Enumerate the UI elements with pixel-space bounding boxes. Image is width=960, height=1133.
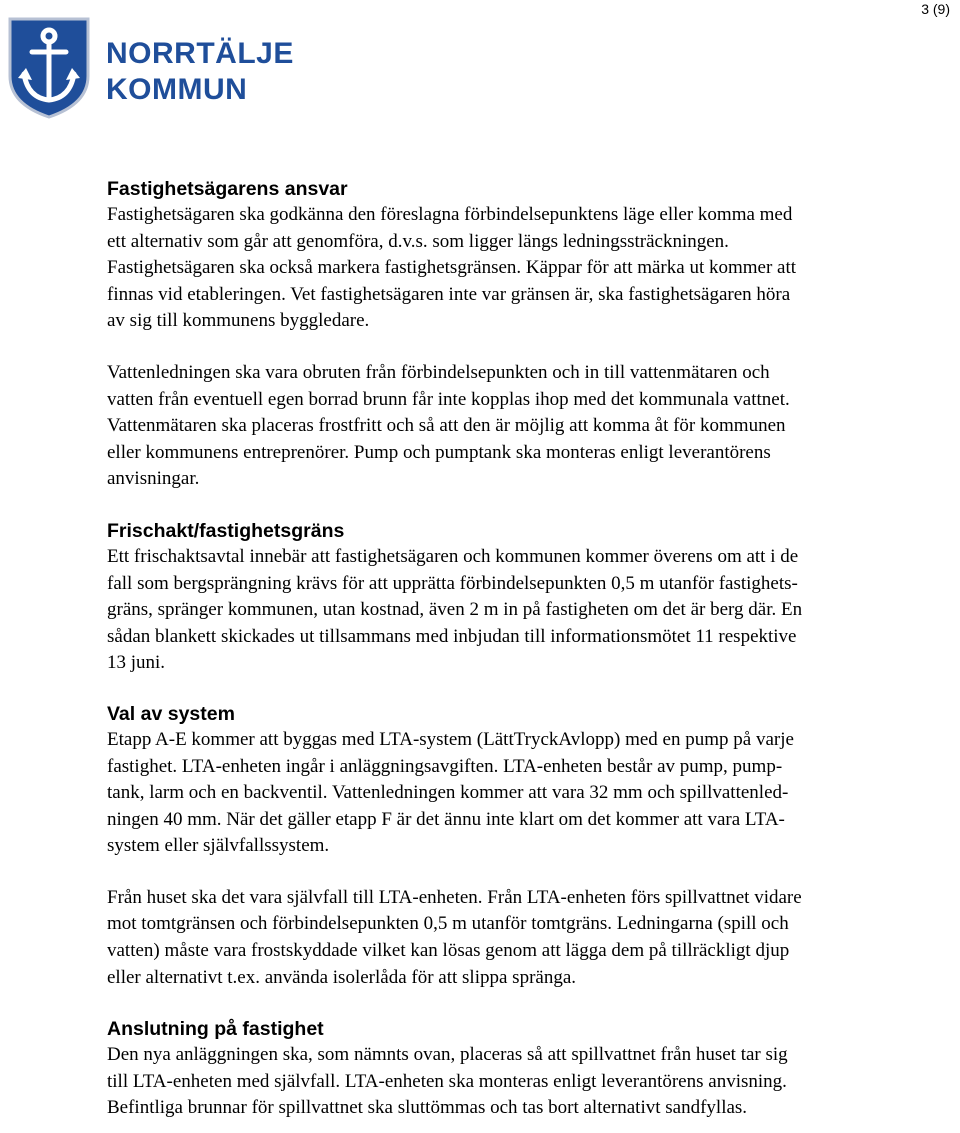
text-line: Den nya anläggningen ska, som nämnts ovan, placeras så att spillvattnet från huset tar sig: [107, 1044, 788, 1066]
text-line: ningen 40 mm. När det gäller etapp F är det ännu inte klart om det kommer att vara LTA-: [107, 808, 785, 830]
document-body: [107, 176, 957, 1122]
text-line: vatten från eventuell egen borrad brunn får inte kopplas ihop med det kommunala vattnet.: [107, 388, 790, 410]
norrtalje-kommun-logo: [6, 16, 294, 120]
text-line: Vattenmätaren ska placeras frostfritt och så att den är möjlig att komma åt för kommunen: [107, 415, 786, 437]
text-line: gräns, spränger kommunen, utan kostnad, även 2 m in på fastigheten om det är berg där. En: [107, 599, 803, 621]
section-heading: Val av system: [107, 702, 235, 725]
paragraph-sjalvfall: [107, 885, 957, 991]
text-line: 13 juni.: [107, 652, 166, 674]
text-line: Vattenledningen ska vara obruten från förbindelsepunkten och in till vattenmätaren och: [107, 361, 770, 383]
text-line: Ett frischaktsavtal innebär att fastighetsägaren och kommunen kommer överens om att i de: [107, 545, 799, 567]
section-val-av-system: [107, 701, 957, 860]
page-number: 3 (9): [921, 1, 950, 17]
text-line: fastighet. LTA-enheten ingår i anläggningsavgiften. LTA-enheten består av pump, pump-: [107, 755, 783, 777]
text-line: Fastighetsägaren ska också markera fastighetsgränsen. Käppar för att märka ut kommer att: [107, 257, 797, 279]
text-line: vatten) måste vara frostskyddade vilket kan lösas genom att lägga dem på tillräckligt djup: [107, 940, 790, 962]
text-line: ett alternativ som går att genomföra, d.v.s. som ligger längs ledningssträckningen.: [107, 230, 729, 252]
text-line: av sig till kommunens byggledare.: [107, 310, 370, 332]
logo-line-2: KOMMUN: [106, 73, 248, 106]
section-frischakt: [107, 518, 957, 677]
section-heading: Anslutning på fastighet: [107, 1018, 324, 1041]
text-line: anvisningar.: [107, 468, 200, 490]
section-anslutning: [107, 1016, 957, 1122]
text-line: fall som bergsprängning krävs för att upprätta förbindelsepunkten 0,5 m utanför fastighets-: [107, 572, 798, 594]
text-line: Befintliga brunnar för spillvattnet ska sluttömmas och tas bort alternativt sandfyllas.: [107, 1097, 748, 1119]
text-line: Etapp A-E kommer att byggas med LTA-system (LättTryckAvlopp) med en pump på varje: [107, 728, 794, 750]
text-line: Från huset ska det vara självfall till LTA-enheten. Från LTA-enheten förs spillvattnet vidare: [107, 886, 802, 908]
section-fastighetsagarens-ansvar: [107, 176, 957, 335]
section-heading: Frischakt/fastighetsgräns: [107, 519, 345, 542]
text-line: sådan blankett skickades ut tillsammans med inbjudan till informationsmötet 11 respektive: [107, 625, 797, 647]
text-line: till LTA-enheten med självfall. LTA-enheten ska monteras enligt leverantörens anvisning.: [107, 1070, 787, 1092]
text-line: Fastighetsägaren ska godkänna den föreslagna förbindelsepunktens läge eller komma med: [107, 204, 793, 225]
text-line: eller kommunens entreprenörer. Pump och pumptank ska monteras enligt leverantörens: [107, 441, 771, 463]
text-line: eller alternativt t.ex. använda isolerlåda för att slippa spränga.: [107, 966, 577, 988]
text-line: mot tomtgränsen och förbindelsepunkten 0,5 m utanför tomtgräns. Ledningarna (spill och: [107, 913, 789, 935]
anchor-shield-icon: [6, 16, 92, 120]
paragraph-vattenledningen: [107, 360, 957, 493]
text-line: system eller självfallssystem.: [107, 835, 330, 857]
logo-line-1: NORRTÄLJE: [106, 37, 294, 70]
section-heading: Fastighetsägarens ansvar: [107, 178, 348, 200]
text-line: tank, larm och en backventil. Vattenledningen kommer att vara 32 mm och spillvattenled-: [107, 782, 789, 804]
text-line: finnas vid etableringen. Vet fastighetsägaren inte var gränsen är, ska fastighetsägaren höra: [107, 283, 791, 305]
